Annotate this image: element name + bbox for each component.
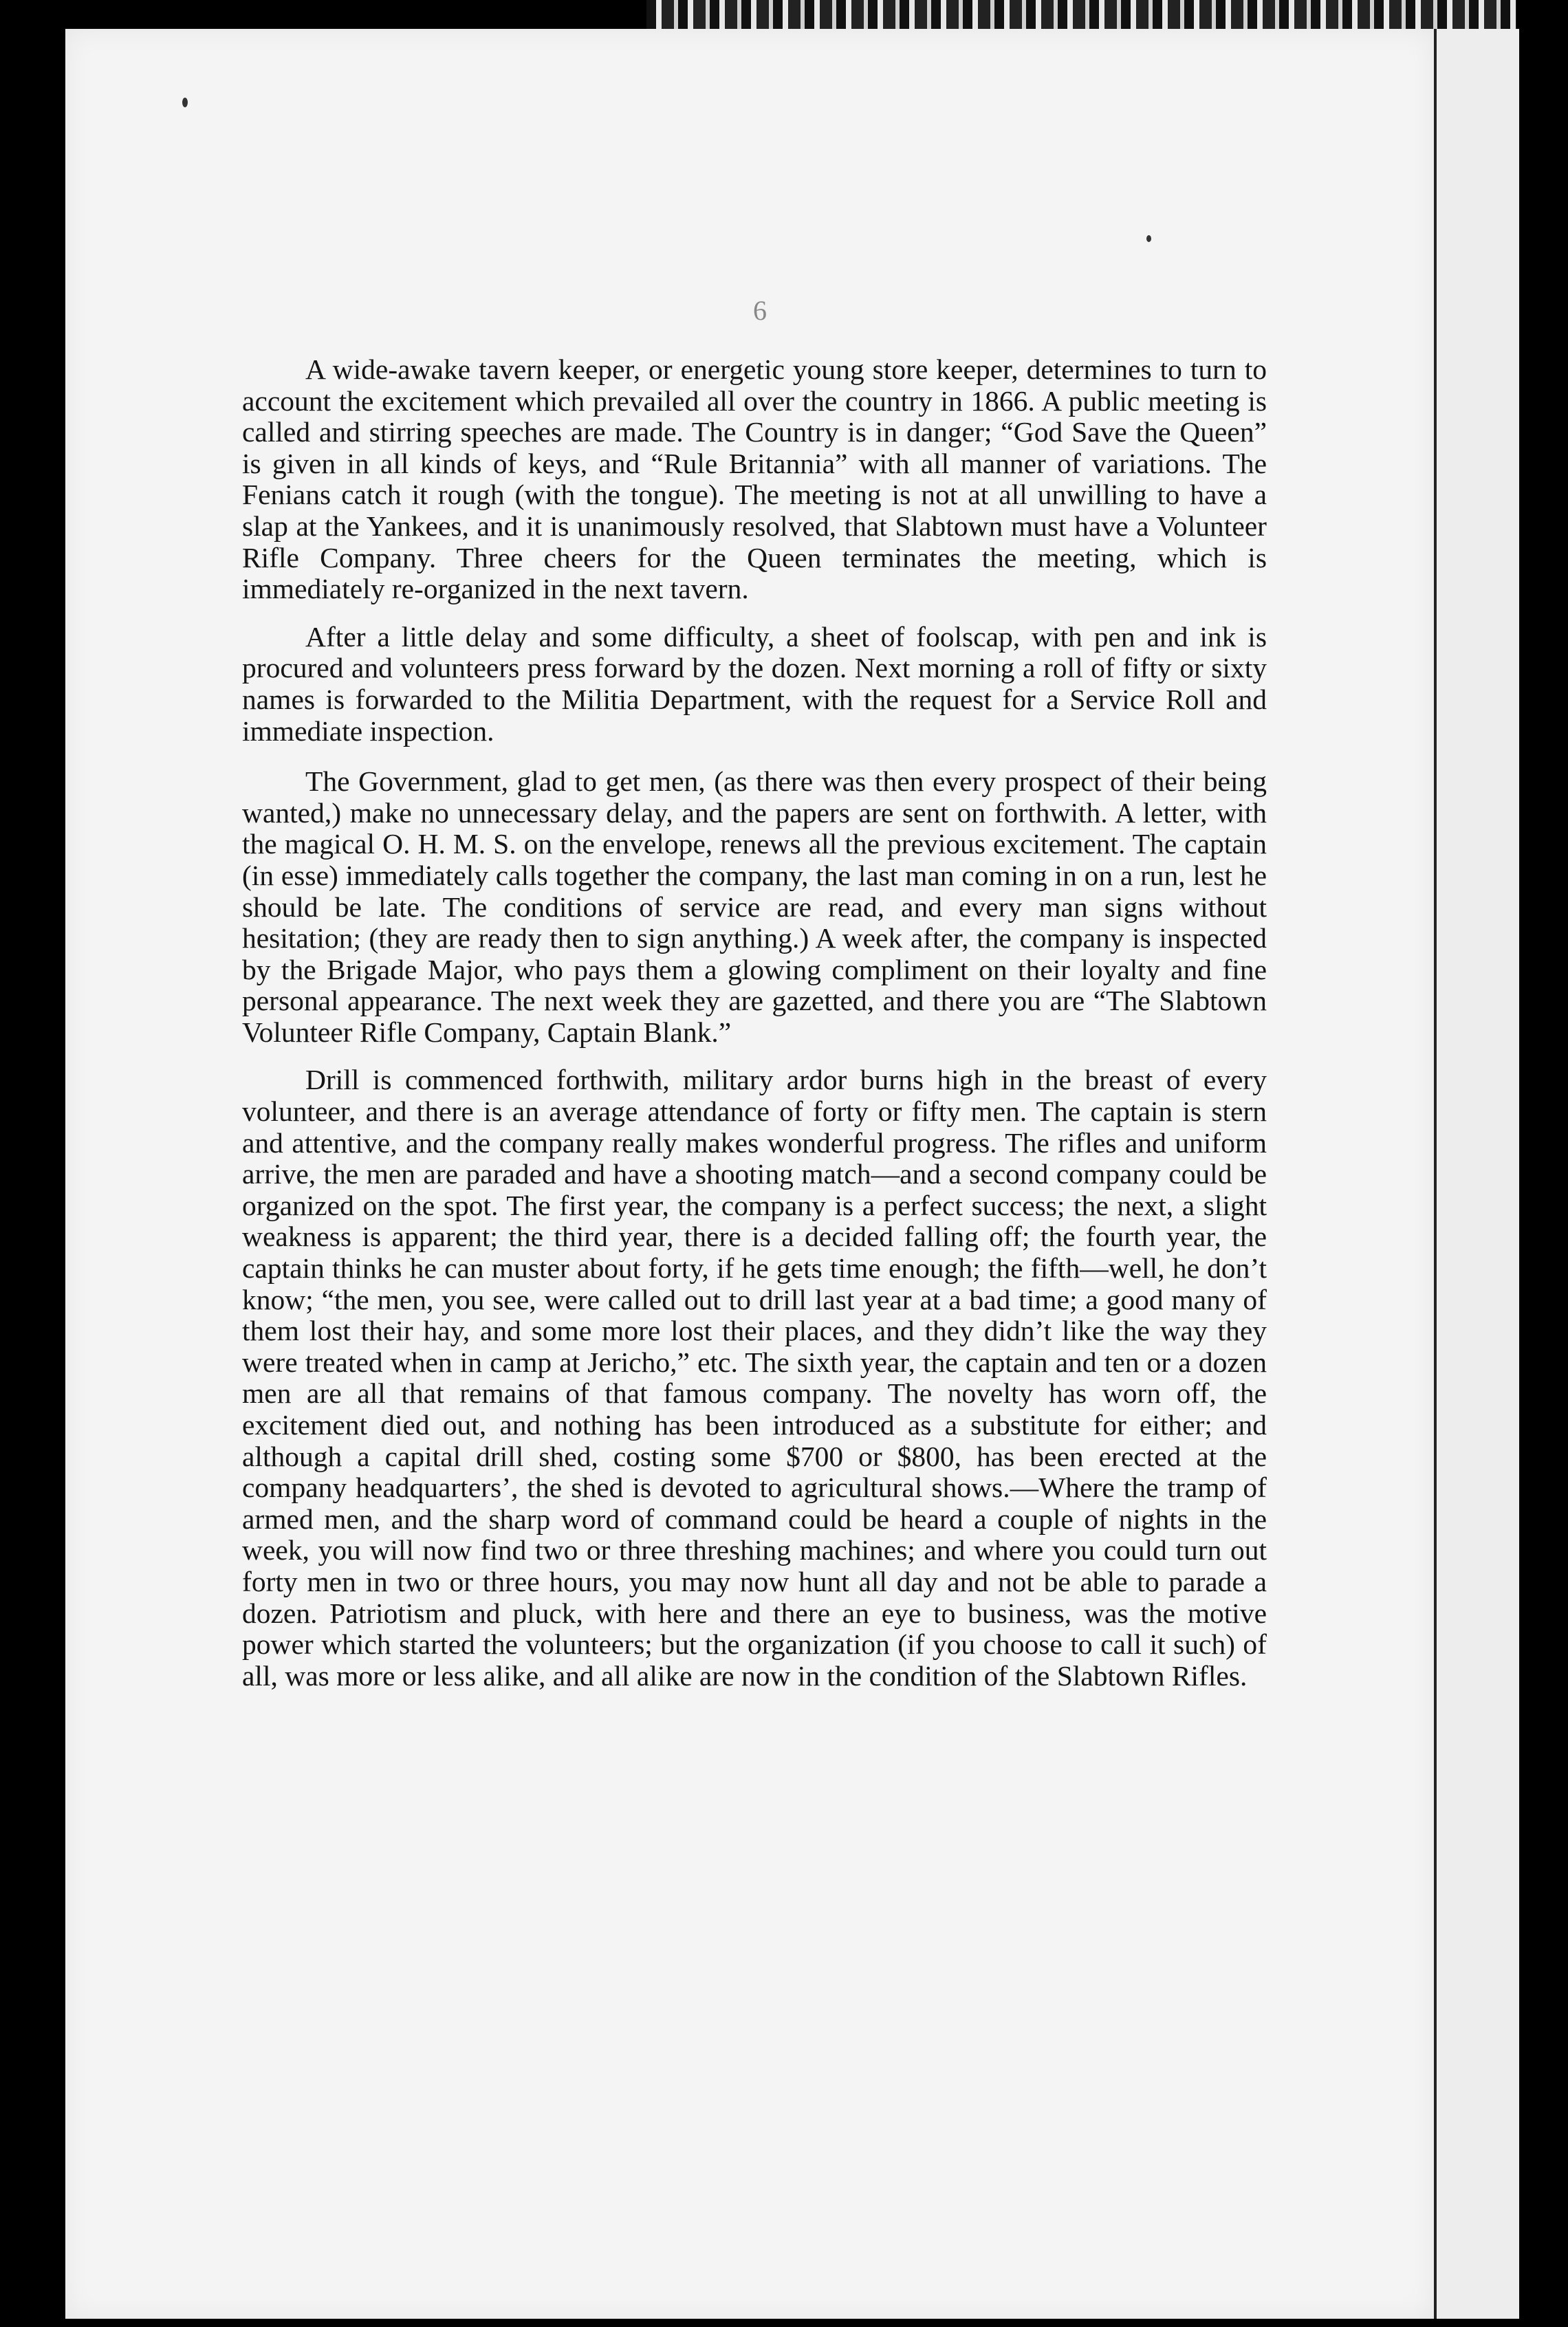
paragraph-foolscap-roll: After a little delay and some difficulty, a sheet of foolscap, with pen and ink is procured and volunteers press forward by the dozen. Next morning a roll of fifty or sixty names is forwarded to the Militia Department, with the request for a Service Roll and immediate inspection. bbox=[242, 620, 1267, 747]
adjacent-page-edge bbox=[1434, 29, 1519, 2319]
paragraph-government-inspection: The Government, glad to get men, (as there was then every prospect of their being wanted,) make no unnecessary delay, and the papers are sent on forthwith. A letter, with the magical O. H. M. S. on the envelope, renews all the previous excitement. The captain (in esse) immediately calls together the company, the last man coming in on a run, lest he should be late. The conditions of service are read, and every man signs without hesitation; (they are ready then to sign anything.) A week after, the company is inspected by the Brigade Major, who pays them a glowing compliment on their loyalty and fine personal appearance. The next week they are gazetted, and there you are “The Slabtown Volunteer Rifle Company, Captain Blank.” bbox=[242, 765, 1267, 1048]
paragraph-public-meeting: A wide-awake tavern keeper, or energetic young store keeper, determines to turn to account the excitement which prevailed all over the country in 1866. A public meeting is called and stirring speeches are made. The Country is in danger; “God Save the Queen” is given in all kinds of keys, and “Rule Britannia” with all manner of variations. The Fenians catch it rough (with the tongue). The meeting is not at all unwilling to have a slap at the Yankees, and it is unanimously resolved, that Slabtown must have a Volunteer Rifle Company. Three cheers for the Queen terminates the meeting, which is immediately re-organized in the next tavern. bbox=[242, 353, 1267, 605]
paragraph-drill-decline: Drill is commenced forthwith, military ardor burns high in the breast of every volunteer, and there is an average attendance of forty or fifty men. The captain is stern and attentive, and the company really makes wonderful progress. The rifles and uniform arrive, the men are paraded and have a shooting match—and a second company could be organized on the spot. The first year, the company is a perfect success; the next, a slight weakness is apparent; the third year, there is a decided falling off; the fourth year, the captain thinks he can muster about forty, if he gets time enough; the fifth—well, he don’t know; “the men, you see, were called out to drill last year at a bad time; a good many of them lost their hay, and some more lost their places, and they didn’t like the way they were treated when in camp at Jericho,” etc. The sixth year, the captain and ten or a dozen men are all that remains of that famous company. The novelty has worn off, the excitement died out, and nothing has been introduced as a substitute for either; and although a capital drill shed, costing some $700 or $800, has been erected at the company headquarters’, the shed is devoted to agricultural shows.—Where the tramp of armed men, and the sharp word of command could be heard a couple of nights in the week, you will now find two or three threshing machines; and where you could turn out forty men in two or three hours, you may now hunt all day and not be able to parade a dozen. Patriotism and pluck, with here and there an eye to business, was the motive power which started the volunteers; but the organization (if you choose to call it such) of all, was more or less alike, and all alike are now in the condition of the Slabtown Rifles. bbox=[242, 1064, 1267, 1692]
page-number: 6 bbox=[753, 295, 767, 326]
scan-border-right bbox=[1516, 0, 1568, 2327]
paper-speck bbox=[182, 98, 188, 107]
paper-speck bbox=[1146, 235, 1151, 242]
body-text bbox=[242, 354, 1267, 1708]
